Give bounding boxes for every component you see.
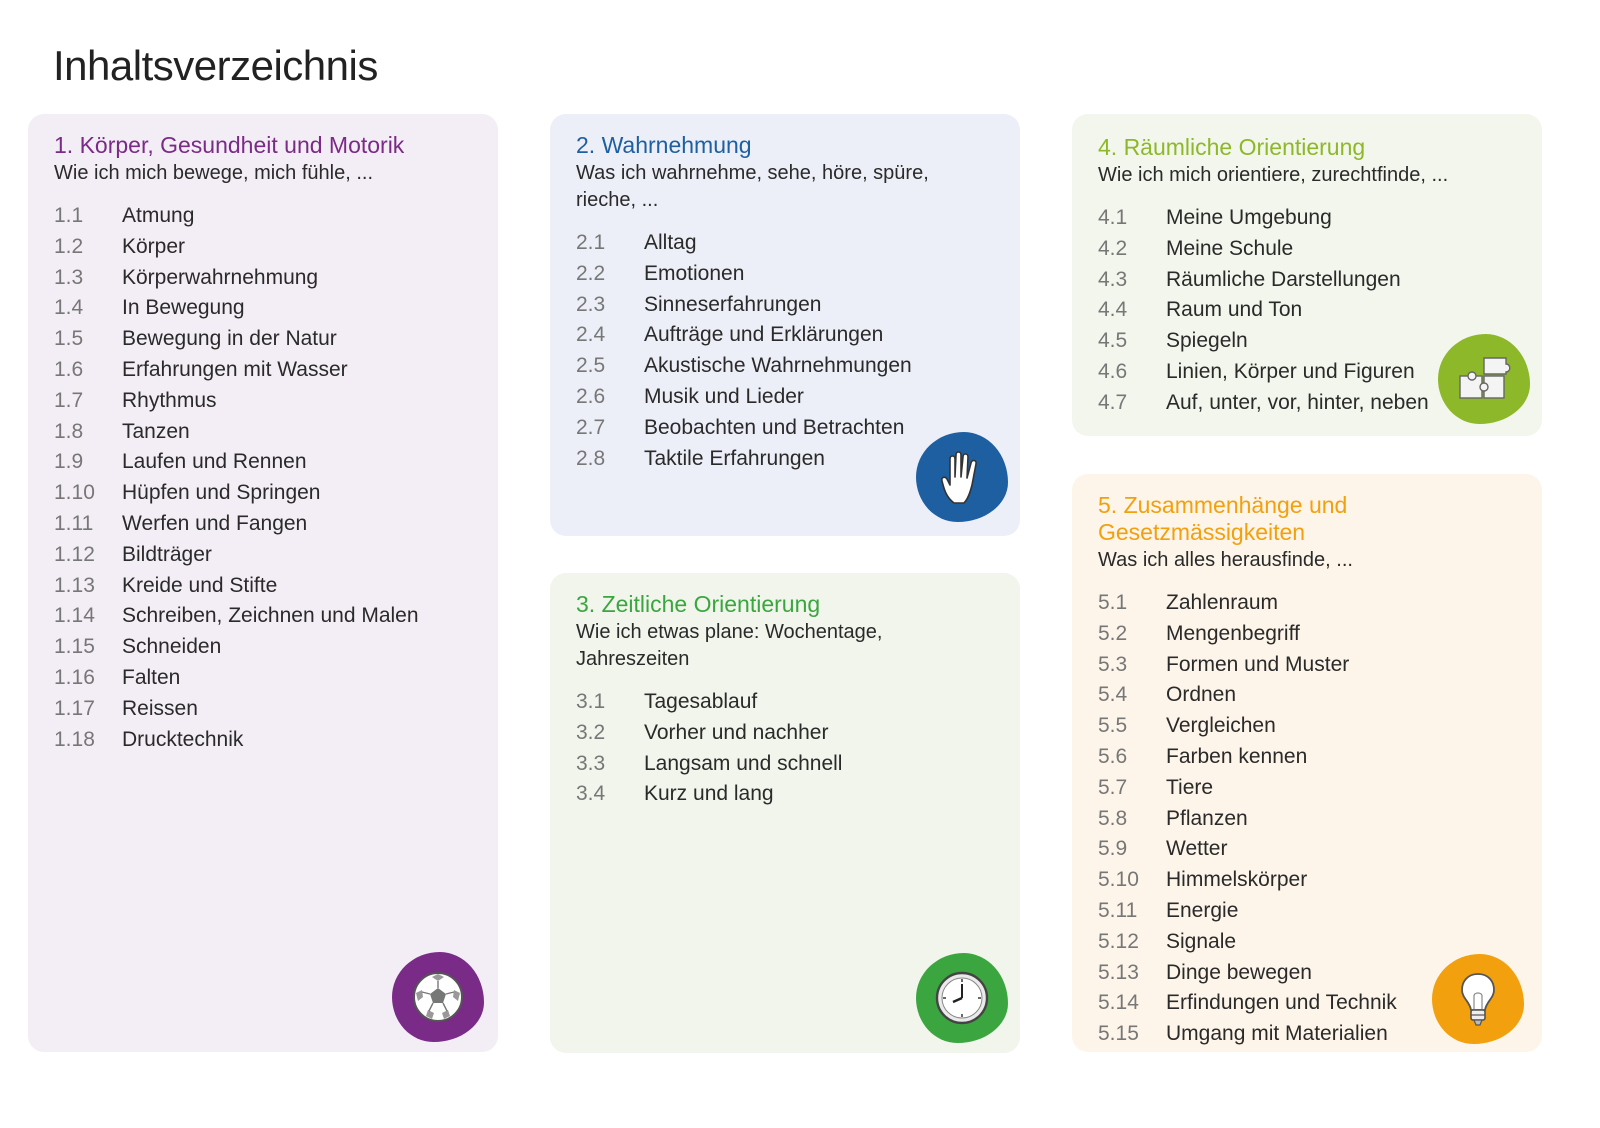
- toc-entry-label: Laufen und Rennen: [122, 450, 307, 474]
- toc-entry[interactable]: [576, 290, 994, 321]
- toc-entry-label: Auf, unter, vor, hinter, neben: [1166, 390, 1429, 414]
- toc-entry-number: 1.18: [54, 727, 95, 751]
- toc-entry[interactable]: [576, 382, 994, 413]
- puzzle-icon: [1438, 334, 1530, 424]
- toc-entry-number: 1.6: [54, 357, 84, 381]
- toc-entry-number: 2.8: [576, 446, 606, 470]
- section-card-wahrnehmung: [550, 114, 1020, 536]
- toc-entry-number: 2.5: [576, 354, 606, 378]
- toc-entry-number: 5.14: [1098, 991, 1139, 1015]
- toc-entry[interactable]: [576, 749, 994, 780]
- toc-entry-number: 5.12: [1098, 929, 1139, 953]
- section-card-zeitliche-orientierung: [550, 573, 1020, 1053]
- toc-entry-label: Himmelskörper: [1166, 868, 1308, 892]
- section-title[interactable]: 4. Räumliche Orientierung: [1098, 134, 1366, 160]
- toc-entry-label: Zahlenraum: [1166, 591, 1279, 614]
- toc-entry[interactable]: [576, 779, 994, 810]
- toc-entry[interactable]: [54, 694, 472, 725]
- toc-entry-label: Kurz und lang: [644, 782, 774, 806]
- toc-entry[interactable]: [1098, 680, 1516, 711]
- toc-entry-number: 1.11: [54, 511, 94, 535]
- section-title[interactable]: 1. Körper, Gesundheit und Motorik: [54, 132, 405, 158]
- toc-entry[interactable]: [1098, 650, 1516, 681]
- toc-entry-label: Alltag: [644, 231, 697, 254]
- section-list: [54, 201, 472, 755]
- toc-entry-number: 1.1: [54, 204, 84, 227]
- section-card-raeumliche-orientierung: [1072, 114, 1542, 436]
- toc-entry-number: 1.4: [54, 296, 84, 320]
- toc-entry[interactable]: [54, 571, 472, 602]
- toc-entry-label: Meine Schule: [1166, 236, 1294, 260]
- toc-entry[interactable]: [54, 478, 472, 509]
- toc-entry[interactable]: [1098, 804, 1516, 835]
- toc-entry-number: 1.8: [54, 419, 84, 443]
- toc-entry[interactable]: [1098, 896, 1516, 927]
- toc-entry-number: 3.2: [576, 720, 606, 744]
- toc-entry-number: 5.6: [1098, 744, 1128, 768]
- toc-entry-number: 4.3: [1098, 267, 1128, 291]
- toc-entry[interactable]: [576, 687, 994, 718]
- toc-entry-number: 4.5: [1098, 329, 1128, 353]
- toc-entry-label: Werfen und Fangen: [122, 511, 308, 535]
- section-subtitle: Was ich wahrnehme, sehe, höre, spüre, rieche, ...: [576, 162, 929, 211]
- toc-entry-label: Musik und Lieder: [644, 384, 804, 408]
- page-title: Inhaltsverzeichnis: [53, 42, 378, 89]
- toc-entry-number: 1.16: [54, 665, 95, 689]
- toc-entry-number: 1.12: [54, 542, 95, 566]
- section-subtitle: Wie ich etwas plane: Wochentage, Jahreszeiten: [576, 621, 883, 670]
- toc-entry-number: 2.7: [576, 415, 606, 439]
- toc-entry-number: 4.6: [1098, 359, 1128, 383]
- toc-entry-label: Tanzen: [122, 419, 190, 443]
- toc-entry-number: 1.17: [54, 696, 95, 720]
- toc-entry-label: Rhythmus: [122, 388, 217, 412]
- toc-entry-label: Erfahrungen mit Wasser: [122, 357, 348, 381]
- toc-entry[interactable]: [1098, 834, 1516, 865]
- toc-entry-label: Dinge bewegen: [1166, 960, 1312, 984]
- toc-entry-number: 4.4: [1098, 298, 1128, 322]
- toc-entry[interactable]: [576, 351, 994, 382]
- toc-entry-label: Körperwahrnehmung: [122, 265, 319, 289]
- toc-entry-number: 4.2: [1098, 236, 1128, 260]
- toc-entry-number: 3.3: [576, 751, 606, 775]
- hand-icon: [916, 432, 1008, 522]
- toc-entry-label: Pflanzen: [1166, 806, 1248, 830]
- toc-entry-label: Formen und Muster: [1166, 652, 1350, 676]
- toc-entry[interactable]: [54, 509, 472, 540]
- toc-entry-number: 3.1: [576, 690, 606, 713]
- toc-entry[interactable]: [54, 632, 472, 663]
- toc-entry-number: 5.4: [1098, 683, 1128, 707]
- toc-entry-number: 1.7: [54, 388, 84, 412]
- toc-entry-label: Emotionen: [644, 261, 745, 285]
- toc-entry[interactable]: [576, 320, 994, 351]
- toc-entry-label: Signale: [1166, 929, 1237, 953]
- toc-entry-label: Spiegeln: [1166, 329, 1248, 353]
- section-title[interactable]: 3. Zeitliche Orientierung: [576, 591, 821, 617]
- toc-entry-number: 5.13: [1098, 960, 1139, 984]
- toc-entry-label: Tiere: [1166, 775, 1214, 799]
- section-card-zusammenhaenge: [1072, 474, 1542, 1052]
- toc-entry[interactable]: [1098, 295, 1516, 326]
- toc-entry-number: 3.4: [576, 782, 606, 806]
- section-title[interactable]: 2. Wahrnehmung: [576, 132, 752, 158]
- toc-entry-number: 1.14: [54, 604, 95, 628]
- clock-icon: [916, 953, 1008, 1043]
- toc-entry[interactable]: [1098, 203, 1516, 234]
- toc-entry[interactable]: [1098, 773, 1516, 804]
- toc-entry-label: Räumliche Darstellungen: [1166, 267, 1401, 291]
- toc-entry-label: Falten: [122, 665, 181, 689]
- toc-entry[interactable]: [1098, 927, 1516, 958]
- toc-entry[interactable]: [576, 228, 994, 259]
- toc-entry-number: 5.2: [1098, 621, 1128, 645]
- section-title[interactable]: 5. Zusammenhänge und Gesetzmässigkeiten: [1098, 492, 1348, 545]
- toc-entry[interactable]: [1098, 265, 1516, 296]
- toc-entry[interactable]: [576, 413, 994, 444]
- toc-entry[interactable]: [54, 293, 472, 324]
- toc-entry-label: Atmung: [122, 204, 195, 227]
- toc-entry-label: Reissen: [122, 696, 198, 720]
- section-list: [576, 228, 994, 474]
- toc-entry-number: 4.1: [1098, 206, 1128, 229]
- toc-entry[interactable]: [54, 232, 472, 263]
- toc-entry-number: 2.6: [576, 384, 606, 408]
- toc-entry-label: Aufträge und Erklärungen: [644, 323, 884, 347]
- toc-entry[interactable]: [1098, 865, 1516, 896]
- toc-entry[interactable]: [1098, 742, 1516, 773]
- toc-entry-number: 2.4: [576, 323, 606, 347]
- toc-entry-number: 1.15: [54, 635, 95, 659]
- toc-entry-label: Vorher und nachher: [644, 720, 829, 744]
- toc-entry[interactable]: [576, 259, 994, 290]
- toc-entry-label: Kreide und Stifte: [122, 573, 278, 597]
- toc-entry-label: Schneiden: [122, 635, 222, 659]
- toc-entry-label: Ordnen: [1166, 683, 1237, 707]
- toc-entry-number: 1.9: [54, 450, 84, 474]
- toc-entry[interactable]: [54, 725, 472, 756]
- toc-entry-label: Akustische Wahrnehmungen: [644, 354, 912, 378]
- toc-entry-label: Bildträger: [122, 542, 212, 566]
- toc-entry-number: 5.9: [1098, 837, 1128, 861]
- toc-entry-label: Meine Umgebung: [1166, 206, 1332, 229]
- toc-entry[interactable]: [54, 447, 472, 478]
- toc-entry-number: 5.5: [1098, 714, 1128, 738]
- toc-entry-number: 1.10: [54, 481, 95, 505]
- section-card-koerper: [28, 114, 498, 1052]
- toc-entry[interactable]: [1098, 711, 1516, 742]
- toc-entry-number: 5.1: [1098, 591, 1128, 614]
- toc-entry-number: 5.7: [1098, 775, 1128, 799]
- toc-entry[interactable]: [54, 540, 472, 571]
- toc-entry-label: Körper: [122, 234, 186, 258]
- toc-entry-number: 1.13: [54, 573, 95, 597]
- toc-entry-number: 5.11: [1098, 898, 1138, 922]
- toc-entry[interactable]: [54, 663, 472, 694]
- toc-entry[interactable]: [1098, 234, 1516, 265]
- toc-entry-label: Umgang mit Materialien: [1166, 1022, 1388, 1046]
- toc-entry-label: Erfindungen und Technik: [1166, 991, 1397, 1015]
- toc-entry-label: Hüpfen und Springen: [122, 481, 321, 505]
- toc-entry-label: Beobachten und Betrachten: [644, 415, 905, 439]
- toc-entry-number: 5.3: [1098, 652, 1128, 676]
- toc-entry[interactable]: [1098, 619, 1516, 650]
- toc-entry-number: 5.8: [1098, 806, 1128, 830]
- toc-entry-label: Sinneserfahrungen: [644, 292, 822, 316]
- toc-entry-label: Langsam und schnell: [644, 751, 843, 775]
- section-list: [576, 687, 994, 810]
- toc-entry-number: 1.2: [54, 234, 84, 258]
- toc-entry-label: Farben kennen: [1166, 744, 1308, 768]
- toc-entry-label: Tagesablauf: [644, 690, 758, 713]
- toc-entry-number: 5.10: [1098, 868, 1139, 892]
- toc-entry[interactable]: [54, 355, 472, 386]
- toc-entry-number: 1.3: [54, 265, 84, 289]
- toc-entry[interactable]: [576, 718, 994, 749]
- toc-entry-label: Energie: [1166, 898, 1239, 922]
- section-subtitle: Was ich alles herausfinde, ...: [1098, 549, 1353, 571]
- toc-entry-label: Mengenbegriff: [1166, 621, 1300, 645]
- toc-entry-label: Wetter: [1166, 837, 1228, 861]
- section-subtitle: Wie ich mich orientiere, zurechtfinde, ...: [1098, 164, 1449, 186]
- toc-entry[interactable]: [54, 324, 472, 355]
- toc-entry-label: In Bewegung: [122, 296, 245, 320]
- toc-entry-label: Taktile Erfahrungen: [644, 446, 825, 470]
- toc-entry[interactable]: [54, 263, 472, 294]
- toc-entry-number: 2.1: [576, 231, 606, 254]
- toc-entry-label: Raum und Ton: [1166, 298, 1303, 322]
- toc-entry[interactable]: [54, 417, 472, 448]
- toc-entry[interactable]: [54, 201, 472, 232]
- light-bulb-icon: [1432, 954, 1524, 1044]
- toc-entry[interactable]: [54, 386, 472, 417]
- section-subtitle: Wie ich mich bewege, mich fühle, ...: [54, 162, 374, 184]
- soccer-ball-icon: [392, 952, 484, 1042]
- toc-entry[interactable]: [54, 601, 472, 632]
- toc-entry-number: 2.3: [576, 292, 606, 316]
- toc-entry-number: 1.5: [54, 327, 84, 351]
- toc-entry-number: 2.2: [576, 261, 606, 285]
- toc-entry[interactable]: [1098, 588, 1516, 619]
- toc-entry-label: Drucktechnik: [122, 727, 244, 751]
- toc-entry-label: Vergleichen: [1166, 714, 1276, 738]
- toc-entry-label: Bewegung in der Natur: [122, 327, 337, 351]
- toc-entry-number: 5.15: [1098, 1022, 1139, 1046]
- toc-entry-number: 4.7: [1098, 390, 1128, 414]
- toc-entry-label: Linien, Körper und Figuren: [1166, 359, 1415, 383]
- toc-entry-label: Schreiben, Zeichnen und Malen: [122, 604, 419, 628]
